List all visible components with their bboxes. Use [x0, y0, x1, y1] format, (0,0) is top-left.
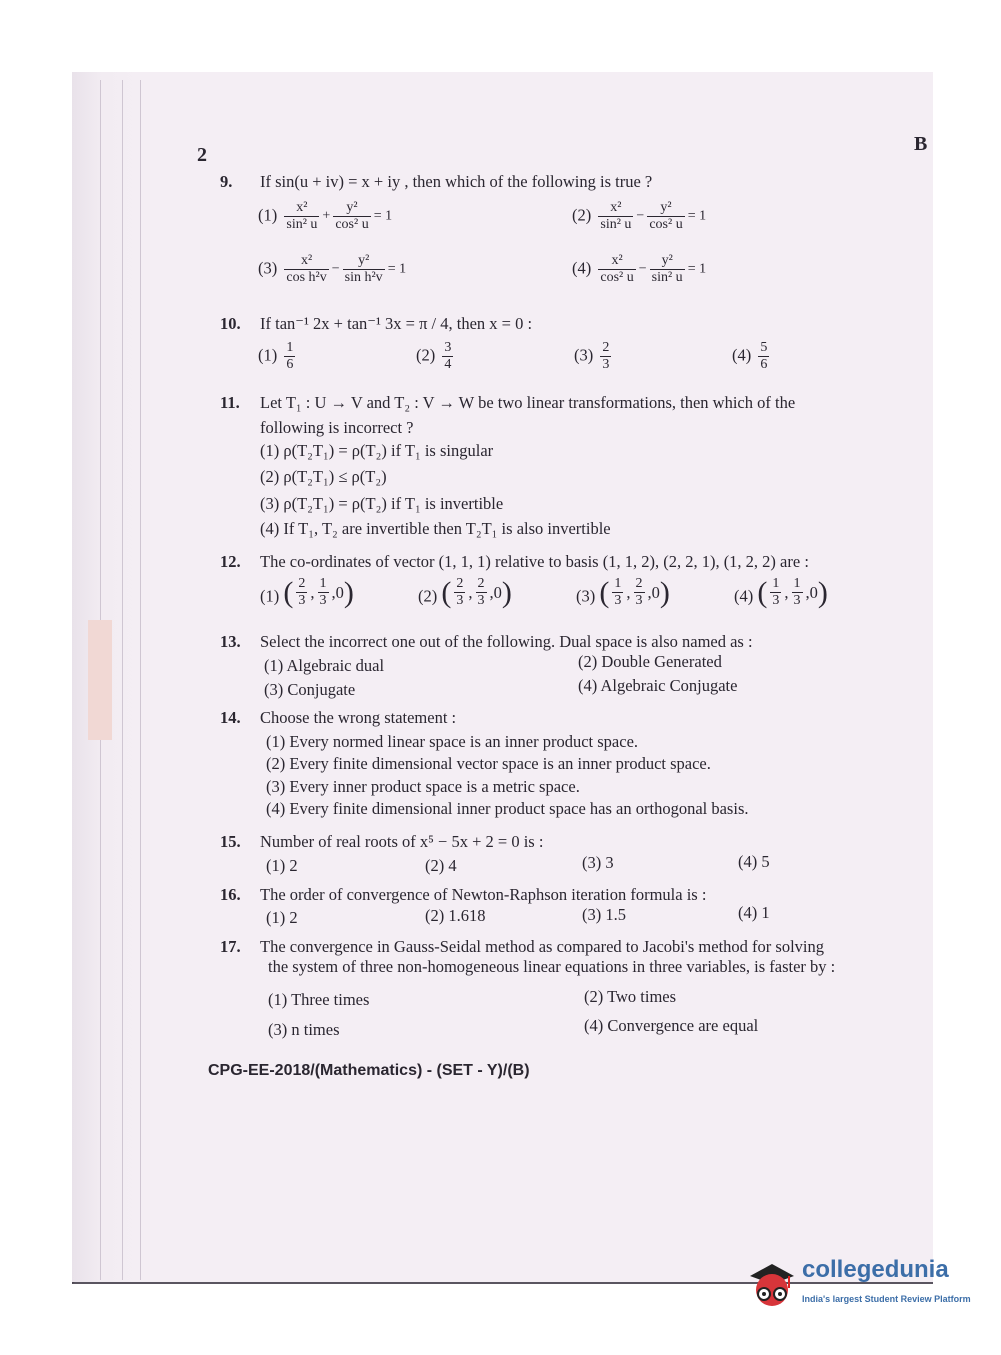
fraction: $\frac{\text{y²}}{\text{sin h²v}}$	[344, 253, 383, 285]
question-text: The order of convergence of Newton-Raphson iteration formula is :	[260, 885, 707, 904]
question-number: 9.	[220, 172, 233, 191]
fraction: $\frac{\text{x²}}{\text{cos² u}}$	[600, 253, 634, 285]
q14-option-2: (2) Every finite dimensional vector space is an inner product space.	[266, 754, 711, 773]
question-text: Choose the wrong statement :	[260, 708, 457, 727]
q14-option-4: (4) Every finite dimensional inner product space has an orthogonal basis.	[266, 799, 749, 818]
option-label: (1)	[258, 205, 278, 225]
vector: ( $\frac{1}{3}$ , $\frac{1}{3}$ , 0 )	[757, 575, 828, 609]
q9-option-3: (3) $\frac{\text{x²}}{\text{cos h²v}}$ − $\frac{\text{y²}}{\text{sin h²v}}$ = 1	[258, 253, 407, 285]
q12-option-1: (1) ( $\frac{2}{3}$ , $\frac{1}{3}$ , 0 )	[260, 575, 354, 609]
q14-option-3: (3) Every inner product space is a metric space.	[266, 777, 580, 796]
question-text: Number of real roots of x⁵ − 5x + 2 = 0 is :	[260, 832, 544, 851]
question-11	[220, 393, 795, 413]
q13-option-4: (4) Algebraic Conjugate	[578, 676, 738, 695]
option-label: (3)	[258, 258, 278, 278]
set-letter: B	[914, 133, 928, 155]
q10-option-4: (4) $\frac{5}{6}$	[732, 340, 768, 372]
fraction: $\frac{3}{4}$	[444, 340, 452, 372]
question-number: 14.	[220, 708, 241, 727]
brand-name: collegedunia	[802, 1256, 949, 1283]
question-text: Let T₁ : U → V and T₂ : V → W be two linear transformations, then which of the	[260, 393, 796, 412]
question-number: 17.	[220, 937, 241, 956]
option-label: (2)	[572, 205, 592, 225]
question-text: If tan⁻¹ 2x + tan⁻¹ 3x = π / 4, then x = 0 :	[260, 314, 533, 333]
page-edge-line	[140, 80, 141, 1280]
footer-code: CPG-EE-2018/(Mathematics) - (SET - Y)/(B)	[208, 1062, 530, 1079]
question-15	[220, 832, 543, 852]
fraction: $\frac{\text{y²}}{\text{cos² u}}$	[335, 200, 369, 232]
question-number: 10.	[220, 314, 241, 333]
q16-option-4: (4) 1	[738, 903, 770, 922]
q9-option-1: (1) $\frac{\text{x²}}{\text{sin² u}}$ + $\frac{\text{y²}}{\text{cos² u}}$ = 1	[258, 200, 393, 232]
q17-option-3: (3) n times	[268, 1020, 340, 1039]
q13-option-3: (3) Conjugate	[264, 680, 356, 699]
q12-option-4: (4) ( $\frac{1}{3}$ , $\frac{1}{3}$ , 0 )	[734, 575, 828, 609]
question-17	[220, 937, 824, 957]
mascot-icon	[742, 1254, 800, 1312]
fraction: $\frac{\text{x²}}{\text{sin² u}}$	[286, 200, 318, 232]
paper-tab-mark	[88, 620, 112, 740]
q16-option-2: (2) 1.618	[425, 906, 486, 925]
q15-option-4: (4) 5	[738, 852, 770, 871]
question-12	[220, 552, 809, 572]
question-14	[220, 708, 456, 728]
q10-option-1: (1) $\frac{1}{6}$	[258, 340, 294, 372]
question-text-continued: the system of three non-homogeneous linear equations in three variables, is faster by :	[268, 957, 836, 976]
fraction: $\frac{\text{y²}}{\text{cos² u}}$	[649, 200, 683, 232]
question-number: 13.	[220, 632, 241, 651]
question-number: 15.	[220, 832, 241, 851]
q15-option-1: (1) 2	[266, 856, 298, 875]
question-text-continued: following is incorrect ?	[260, 418, 414, 437]
q16-option-3: (3) 1.5	[582, 905, 626, 924]
page-number: 2	[197, 144, 207, 166]
fraction: $\frac{2}{3}$	[602, 340, 610, 372]
question-number: 11.	[220, 393, 240, 412]
question-text: The convergence in Gauss-Seidal method as compared to Jacobi's method for solving	[260, 937, 824, 956]
fraction: $\frac{\text{y²}}{\text{sin² u}}$	[651, 253, 683, 285]
q12-option-2: (2) ( $\frac{2}{3}$ , $\frac{2}{3}$ , 0 )	[418, 575, 512, 609]
question-10	[220, 314, 532, 334]
page-edge-line	[122, 80, 123, 1280]
q11-option-1: (1) ρ(T₂T₁) = ρ(T₂) if T₁ is singular	[260, 441, 494, 460]
q10-option-3: (3) $\frac{2}{3}$	[574, 340, 610, 372]
q13-option-2: (2) Double Generated	[578, 652, 722, 671]
q11-option-2: (2) ρ(T₂T₁) ≤ ρ(T₂)	[260, 467, 387, 486]
question-9	[220, 172, 652, 192]
fraction: $\frac{1}{6}$	[286, 340, 294, 372]
q15-option-3: (3) 3	[582, 853, 614, 872]
vector: ( $\frac{1}{3}$ , $\frac{2}{3}$ , 0 )	[599, 575, 670, 609]
question-number: 16.	[220, 885, 241, 904]
vector: ( $\frac{2}{3}$ , $\frac{2}{3}$ , 0 )	[441, 575, 512, 609]
question-16	[220, 885, 706, 905]
q9-option-4: (4) $\frac{\text{x²}}{\text{cos² u}}$ − $\frac{\text{y²}}{\text{sin² u}}$ = 1	[572, 253, 707, 285]
question-13	[220, 632, 753, 652]
q14-option-1: (1) Every normed linear space is an inner product space.	[266, 732, 639, 751]
question-number: 12.	[220, 552, 241, 571]
fraction: $\frac{\text{x²}}{\text{sin² u}}$	[600, 200, 632, 232]
q17-option-4: (4) Convergence are equal	[584, 1016, 759, 1035]
brand-tagline: India's largest Student Review Platform	[802, 1294, 971, 1304]
paper-sheet	[72, 72, 933, 1284]
fraction: $\frac{5}{6}$	[760, 340, 768, 372]
collegedunia-logo	[742, 1254, 972, 1314]
q17-option-1: (1) Three times	[268, 990, 370, 1009]
q12-option-3: (3) ( $\frac{1}{3}$ , $\frac{2}{3}$ , 0 )	[576, 575, 670, 609]
q17-option-2: (2) Two times	[584, 987, 677, 1006]
fraction: $\frac{\text{x²}}{\text{cos h²v}}$	[286, 253, 327, 285]
q9-option-2: (2) $\frac{\text{x²}}{\text{sin² u}}$ − $\frac{\text{y²}}{\text{cos² u}}$ = 1	[572, 200, 707, 232]
q11-option-3: (3) ρ(T₂T₁) = ρ(T₂) if T₁ is invertible	[260, 494, 504, 513]
q10-option-2: (2) $\frac{3}{4}$	[416, 340, 452, 372]
question-text: The co-ordinates of vector (1, 1, 1) relative to basis (1, 1, 2), (2, 2, 1), (1, 2, 2) are :	[260, 552, 809, 571]
question-text: Select the incorrect one out of the following. Dual space is also named as :	[260, 632, 753, 651]
q13-option-1: (1) Algebraic dual	[264, 656, 385, 675]
option-label: (4)	[572, 258, 592, 278]
q11-option-4: (4) If T₁, T₂ are invertible then T₂T₁ is also invertible	[260, 519, 611, 538]
question-text: If sin(u + iv) = x + iy , then which of the following is true ?	[260, 172, 653, 191]
q16-option-1: (1) 2	[266, 908, 298, 927]
vector: ( $\frac{2}{3}$ , $\frac{1}{3}$ , 0 )	[283, 575, 354, 609]
q15-option-2: (2) 4	[425, 856, 457, 875]
